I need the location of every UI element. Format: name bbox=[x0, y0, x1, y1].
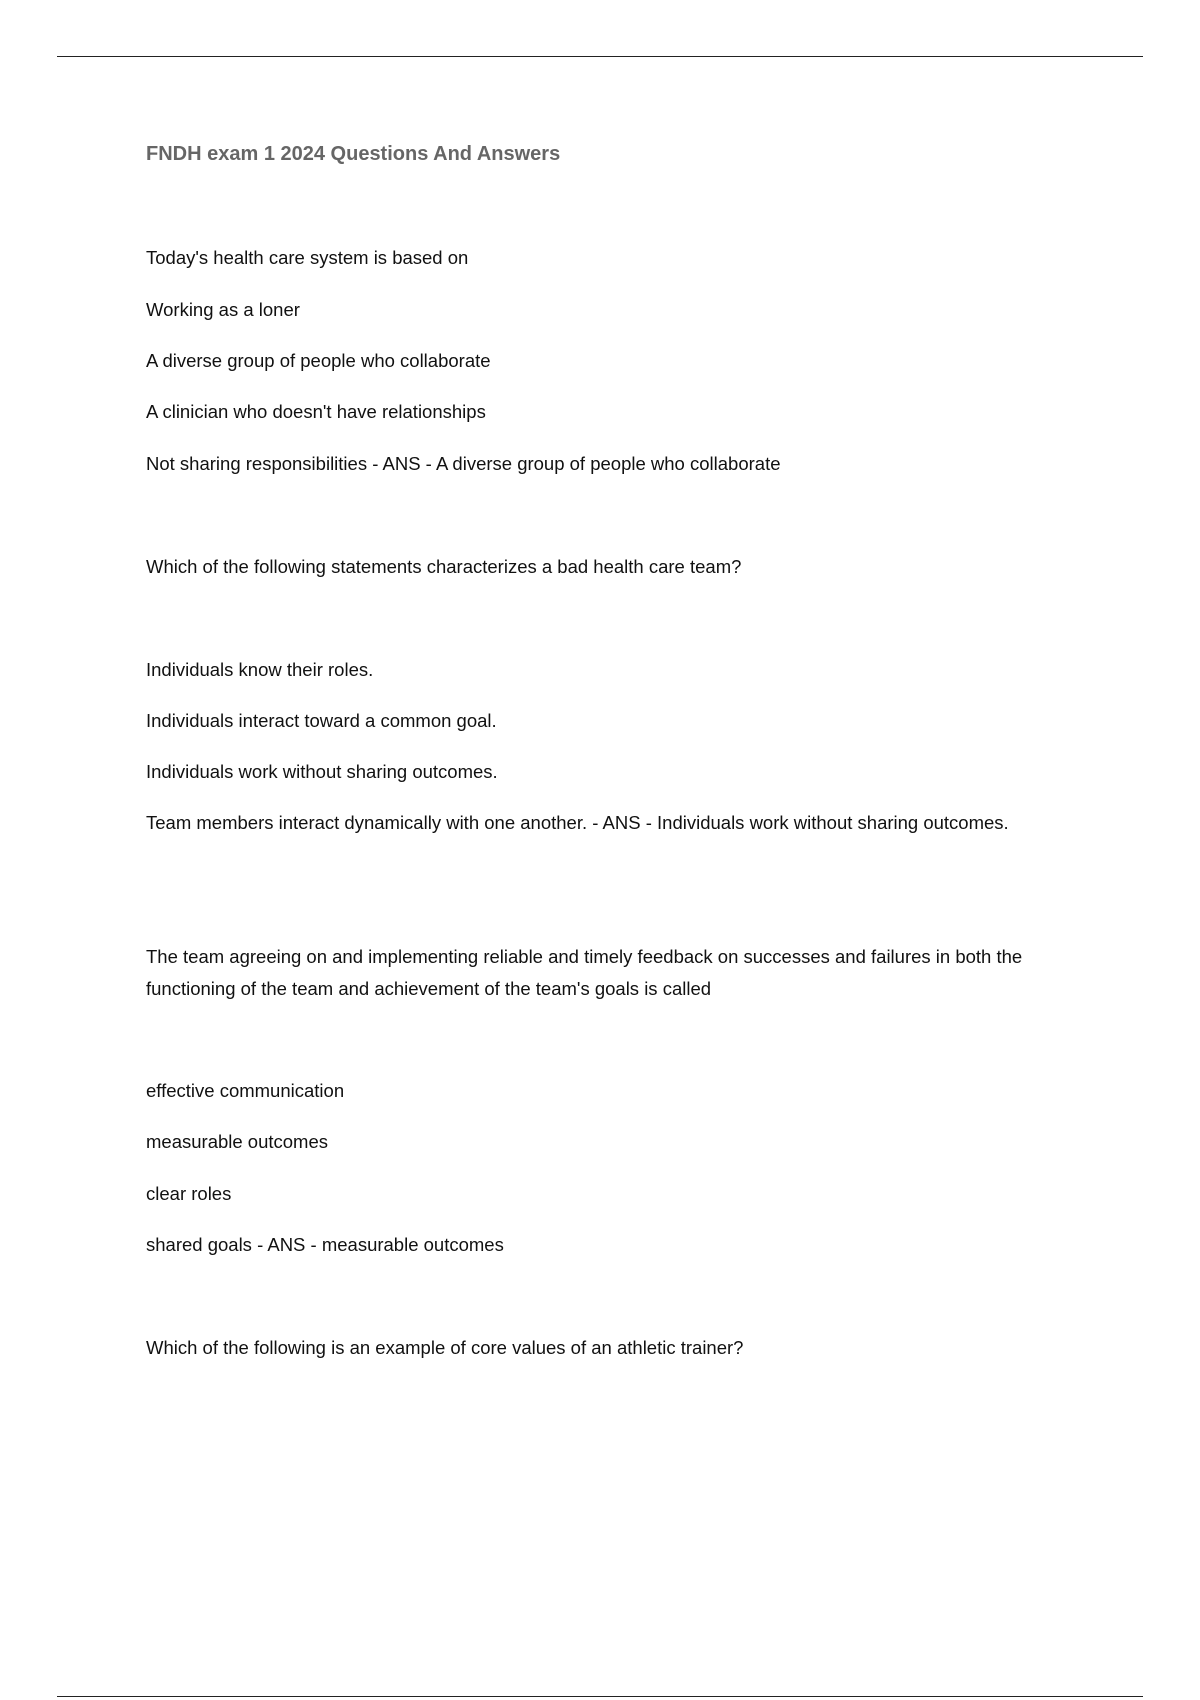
question-1-prompt: Today's health care system is based on bbox=[146, 247, 469, 268]
question-3-option-2: measurable outcomes bbox=[146, 1131, 329, 1152]
question-3-option-1: effective communication bbox=[146, 1080, 345, 1101]
question-1-option-1: Working as a loner bbox=[146, 299, 300, 320]
question-3-option-4-answer: shared goals - ANS - measurable outcomes bbox=[146, 1234, 504, 1255]
footer-rule bbox=[57, 1696, 1143, 1697]
question-2-option-4-answer: Team members interact dynamically with one another. - ANS - Individuals work without sharing outcomes. bbox=[146, 812, 1009, 833]
question-2-option-2: Individuals interact toward a common goal. bbox=[146, 710, 497, 731]
document-title: FNDH exam 1 2024 Questions And Answers bbox=[146, 143, 561, 165]
question-3-option-3: clear roles bbox=[146, 1183, 232, 1204]
header-rule bbox=[57, 56, 1143, 57]
question-3-prompt: The team agreeing on and implementing reliable and timely feedback on successes and failures in both the functioning of the team and achievement of the team's goals is called bbox=[146, 946, 1023, 999]
question-1-option-4-answer: Not sharing responsibilities - ANS - A diverse group of people who collaborate bbox=[146, 453, 781, 474]
question-2-option-1: Individuals know their roles. bbox=[146, 659, 374, 680]
question-2-option-3: Individuals work without sharing outcomes. bbox=[146, 761, 498, 782]
question-1-option-2: A diverse group of people who collaborate bbox=[146, 350, 491, 371]
question-2-prompt: Which of the following statements characterizes a bad health care team? bbox=[146, 556, 742, 577]
question-1-option-3: A clinician who doesn't have relationships bbox=[146, 401, 486, 422]
question-4-prompt: Which of the following is an example of core values of an athletic trainer? bbox=[146, 1337, 744, 1358]
